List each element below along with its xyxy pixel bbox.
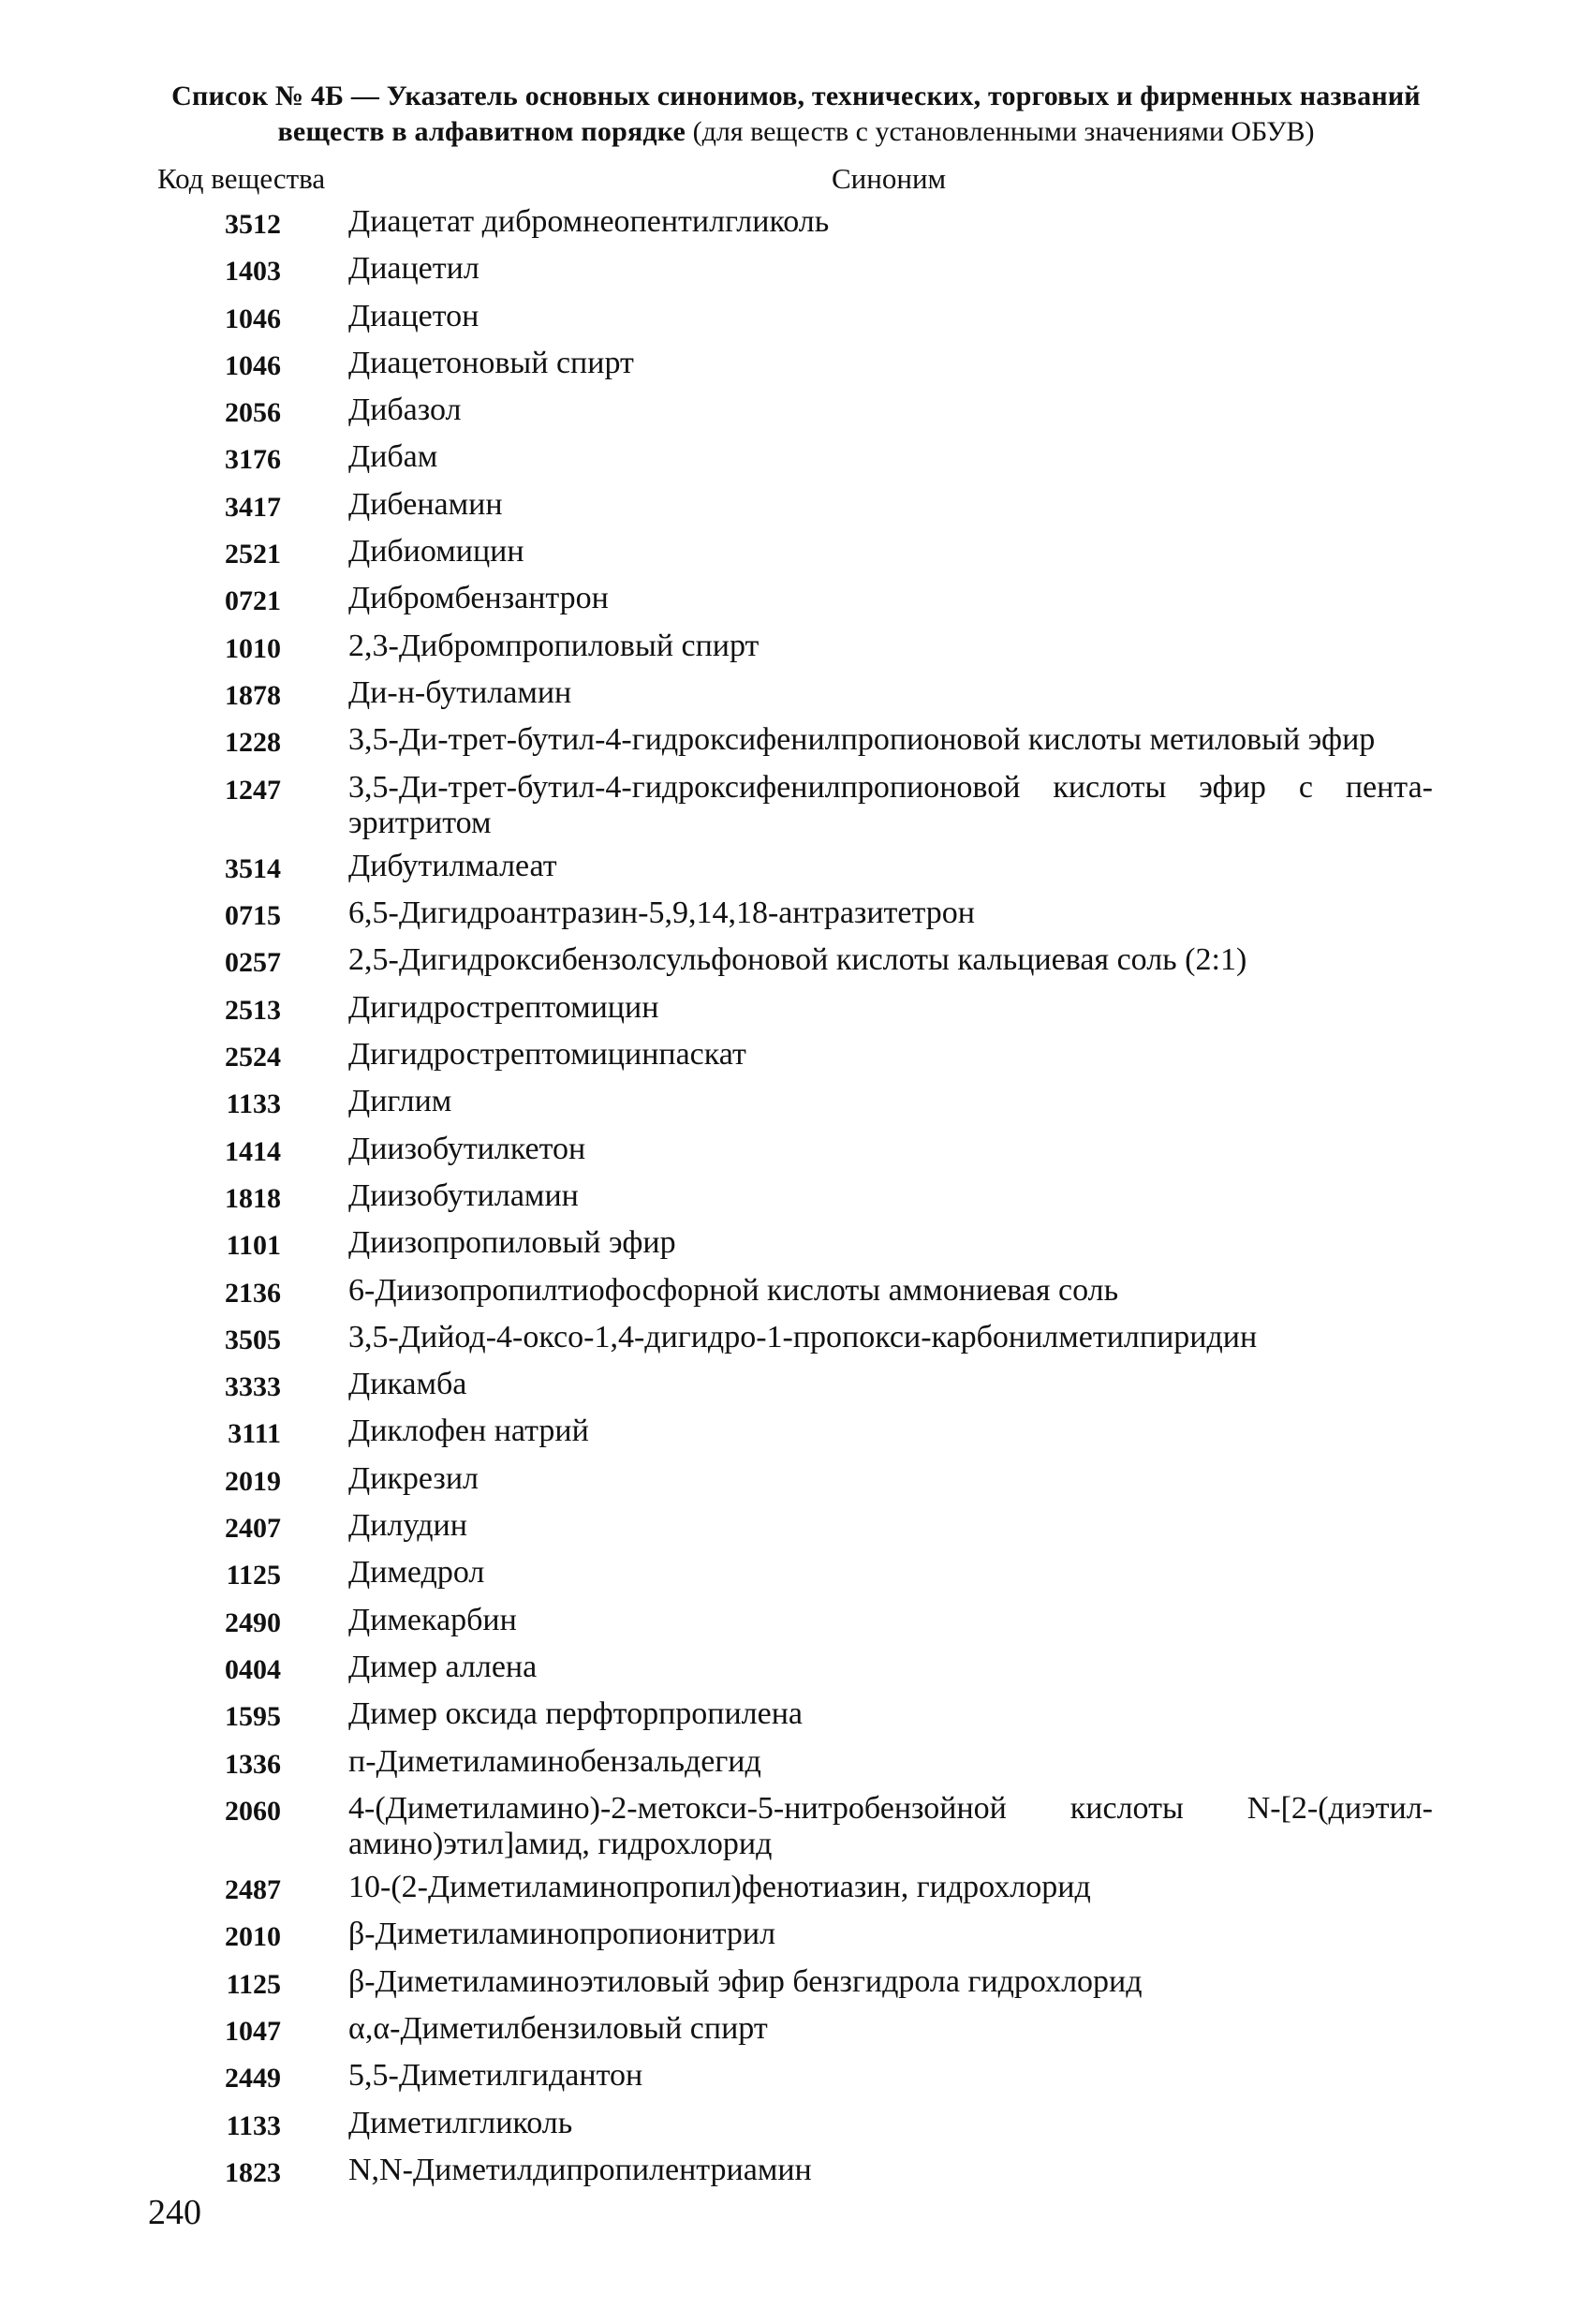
title-line-2-bold: веществ в алфавитном порядке: [277, 116, 686, 147]
substance-code: 2487: [225, 1874, 281, 1906]
substance-code: 0257: [225, 947, 281, 979]
list-item: [0, 1367, 1593, 1406]
list-item: [0, 1603, 1593, 1642]
synonym-text: Диацетоновый спирт: [348, 345, 634, 380]
synonym-text: Димер оксида перфторпропилена: [348, 1696, 803, 1732]
substance-code: 1336: [225, 1748, 281, 1780]
substance-code: 3333: [225, 1371, 281, 1403]
substance-code: 3512: [225, 209, 281, 240]
title-line-1-text: Список № 4Б — Указатель основных синонимов, технических, торговых и фирменных названий: [171, 81, 1421, 111]
synonym-text: 2,5-Дигидроксибензолсульфоновой кислоты кальциевая соль (2:1): [348, 942, 1247, 978]
substance-code: 1414: [225, 1135, 281, 1167]
synonym-text: 3,5-Ди-трет-бутил-4-гидроксифенилпропионовой кислоты эфир с пента-эритритом: [348, 769, 1433, 840]
list-item: [0, 1084, 1593, 1123]
synonym-text: Димер аллена: [348, 1649, 538, 1684]
list-item: [0, 2058, 1593, 2097]
synonym-text: Диглим: [348, 1084, 452, 1119]
substance-code: 1878: [225, 679, 281, 711]
substance-code: 1228: [225, 727, 281, 759]
title-line-1: [159, 79, 1433, 114]
synonym-text: 2,3-Дибромпропиловый спирт: [348, 628, 760, 663]
list-item: [0, 896, 1593, 935]
synonym-text: Диизопропиловый эфир: [348, 1225, 676, 1261]
substance-code: 3514: [225, 852, 281, 884]
title-line-2: [159, 114, 1433, 150]
synonym-text: β-Диметиламинопропионитрил: [348, 1917, 776, 1952]
synonym-list: [0, 204, 1593, 2199]
list-item: [0, 1414, 1593, 1453]
substance-code: 3417: [225, 491, 281, 523]
list-item: [0, 1461, 1593, 1501]
synonym-text: Димедрол: [348, 1555, 485, 1591]
substance-code: 2407: [225, 1513, 281, 1545]
code-column-header: Код вещества: [157, 162, 326, 195]
list-item: [0, 990, 1593, 1029]
substance-code: 3176: [225, 444, 281, 476]
list-item: [0, 346, 1593, 385]
substance-code: 2449: [225, 2063, 281, 2095]
substance-code: 2019: [225, 1465, 281, 1497]
title-line-2-normal: (для веществ с установленными значениями ОБУВ): [686, 116, 1315, 147]
synonym-text: 3,5-Ди-трет-бутил-4-гидроксифенилпропионовой кислоты метиловый эфир: [348, 722, 1376, 758]
synonym-text: Диацетил: [348, 251, 479, 287]
substance-code: 2136: [225, 1277, 281, 1309]
list-item: [0, 2153, 1593, 2192]
substance-code: 1595: [225, 1701, 281, 1733]
synonym-text: 4-(Диметиламино)-2-метокси-5-нитробензойной кислоты N-[2-(диэтил-амино)этил]амид, гидрохлорид: [348, 1790, 1433, 1861]
list-item: [0, 675, 1593, 715]
synonym-text: N,N-Диметилдипропилентриамин: [348, 2152, 812, 2187]
substance-code: 1010: [225, 632, 281, 664]
synonym-text: Диклофен натрий: [348, 1414, 589, 1449]
synonym-text: Диизобутиламин: [348, 1177, 579, 1213]
synonym-text: Диацетат дибромнеопентилгликоль: [348, 204, 830, 239]
list-item: [0, 1225, 1593, 1265]
substance-code: 2490: [225, 1606, 281, 1638]
substance-code: 3111: [228, 1418, 281, 1450]
substance-code: 2521: [225, 539, 281, 570]
substance-code: 2010: [225, 1921, 281, 1953]
synonym-text: 5,5-Диметилгидантон: [348, 2058, 643, 2094]
list-item: [0, 439, 1593, 479]
synonym-text: Димекарбин: [348, 1602, 517, 1637]
list-item: [0, 204, 1593, 244]
synonym-text: Диметилгликоль: [348, 2105, 573, 2140]
list-item: [0, 849, 1593, 888]
substance-code: 1823: [225, 2156, 281, 2188]
synonym-text: 6,5-Дигидроантразин-5,9,14,18-антразитетрон: [348, 896, 975, 931]
list-item: [0, 770, 1593, 841]
substance-code: 1403: [225, 256, 281, 288]
synonym-text: Ди-н-бутиламин: [348, 674, 572, 710]
list-title: [159, 79, 1433, 150]
substance-code: 1818: [225, 1182, 281, 1214]
synonym-text: Дигидрострептомицинпаскат: [348, 1037, 746, 1073]
synonym-text: 6-Диизопропилтиофосфорной кислоты аммониевая соль: [348, 1272, 1119, 1308]
substance-code: 3505: [225, 1324, 281, 1355]
list-item: [0, 487, 1593, 526]
list-item: [0, 392, 1593, 432]
synonym-text: Дибам: [348, 439, 438, 475]
list-item: [0, 251, 1593, 290]
substance-code: 0404: [225, 1653, 281, 1685]
list-item: [0, 299, 1593, 338]
substance-code: 2513: [225, 994, 281, 1026]
list-item: [0, 1178, 1593, 1218]
synonym-text: Дибромбензантрон: [348, 581, 609, 616]
list-item: [0, 1870, 1593, 1909]
synonym-text: α,α-Диметилбензиловый спирт: [348, 2010, 768, 2046]
synonym-text: п-Диметиламинобензальдегид: [348, 1743, 761, 1779]
substance-code: 1247: [225, 774, 281, 806]
synonym-text: Дикрезил: [348, 1460, 479, 1496]
list-item: [0, 1744, 1593, 1784]
list-item: [0, 942, 1593, 982]
substance-code: 1125: [226, 1968, 281, 2000]
list-item: [0, 1132, 1593, 1171]
list-item: [0, 1696, 1593, 1736]
list-item: [0, 1555, 1593, 1594]
synonym-text: Диизобутилкетон: [348, 1131, 586, 1166]
synonym-text: Диацетон: [348, 298, 479, 333]
substance-code: 1047: [225, 2015, 281, 2047]
substance-code: 0715: [225, 900, 281, 932]
list-item: [0, 722, 1593, 762]
list-item: [0, 1791, 1593, 1862]
list-item: [0, 2106, 1593, 2145]
synonym-text: 3,5-Дийод-4-оксо-1,4-дигидро-1-пропокси-карбонилметилпиридин: [348, 1319, 1258, 1354]
substance-code: 1125: [226, 1560, 281, 1591]
synonym-text: 10-(2-Диметиламинопропил)фенотиазин, гидрохлорид: [348, 1870, 1091, 1905]
page-number: 240: [148, 2193, 201, 2232]
list-item: [0, 581, 1593, 620]
list-item: [0, 1917, 1593, 1956]
list-item: [0, 629, 1593, 668]
substance-code: 2524: [225, 1042, 281, 1073]
synonym-text: Дибазол: [348, 392, 462, 428]
list-item: [0, 2011, 1593, 2050]
substance-code: 2056: [225, 397, 281, 429]
list-item: [0, 1037, 1593, 1076]
substance-code: 1046: [225, 303, 281, 334]
list-item: [0, 1964, 1593, 2004]
synonym-text: β-Диметиламиноэтиловый эфир бензгидрола гидрохлорид: [348, 1963, 1143, 1999]
list-item: [0, 534, 1593, 573]
synonym-text: Дикамба: [348, 1367, 467, 1402]
list-item: [0, 1508, 1593, 1547]
synonym-text: Дигидрострептомицин: [348, 989, 659, 1025]
synonym-text: Дибенамин: [348, 486, 503, 522]
synonym-text: Дибутилмалеат: [348, 848, 557, 883]
substance-code: 1133: [226, 1088, 281, 1120]
synonym-column-header: Синоним: [832, 162, 947, 195]
list-item: [0, 1650, 1593, 1689]
synonym-text: Дилудин: [348, 1508, 467, 1544]
list-item: [0, 1320, 1593, 1359]
substance-code: 0721: [225, 585, 281, 617]
substance-code: 2060: [225, 1795, 281, 1827]
substance-code: 1133: [226, 2109, 281, 2141]
substance-code: 1046: [225, 349, 281, 381]
substance-code: 1101: [226, 1230, 281, 1262]
list-item: [0, 1273, 1593, 1312]
synonym-text: Дибиомицин: [348, 534, 524, 570]
